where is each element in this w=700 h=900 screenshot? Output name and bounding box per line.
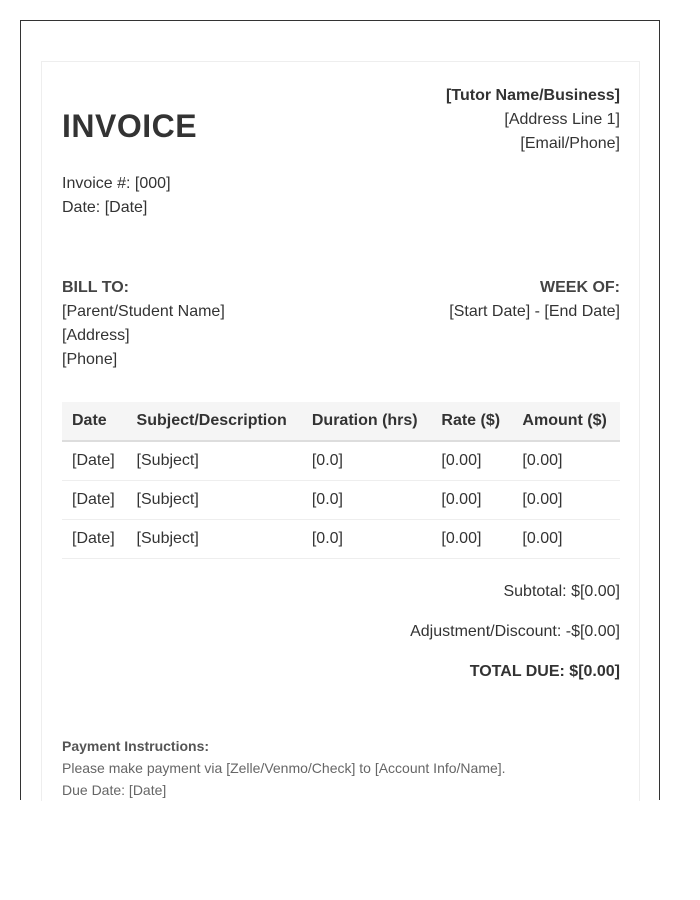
cell-subject: [Subject] bbox=[127, 441, 302, 481]
bill-to-label: BILL TO: bbox=[62, 279, 129, 296]
table-row bbox=[62, 481, 620, 520]
week-of-label: WEEK OF: bbox=[540, 279, 620, 296]
tutor-contact: [Email/Phone] bbox=[520, 135, 620, 152]
col-header-date: Date bbox=[62, 402, 127, 441]
line-items-table bbox=[62, 402, 620, 559]
bill-to-address: [Address] bbox=[62, 327, 130, 344]
cell-date: [Date] bbox=[62, 481, 127, 520]
cell-amount: [0.00] bbox=[512, 520, 620, 559]
totals-block bbox=[410, 580, 620, 700]
tutor-address: [Address Line 1] bbox=[504, 111, 620, 128]
cell-subject: [Subject] bbox=[127, 481, 302, 520]
cell-duration: [0.0] bbox=[302, 441, 432, 481]
invoice-number: Invoice #: [000] bbox=[62, 175, 171, 192]
invoice-title: INVOICE bbox=[62, 108, 198, 144]
col-header-duration: Duration (hrs) bbox=[302, 402, 432, 441]
tutor-name: [Tutor Name/Business] bbox=[446, 87, 620, 104]
bill-to-name: [Parent/Student Name] bbox=[62, 303, 225, 320]
payment-title: Payment Instructions: bbox=[62, 738, 210, 754]
subtotal: Subtotal: $[0.00] bbox=[503, 583, 620, 600]
cell-rate: [0.00] bbox=[431, 481, 512, 520]
cell-amount: [0.00] bbox=[512, 481, 620, 520]
cell-rate: [0.00] bbox=[431, 520, 512, 559]
col-header-rate: Rate ($) bbox=[431, 402, 512, 441]
invoice-meta bbox=[62, 172, 171, 220]
cell-amount: [0.00] bbox=[512, 441, 620, 481]
col-header-amount: Amount ($) bbox=[512, 402, 620, 441]
cell-date: [Date] bbox=[62, 520, 127, 559]
payment-due-date: Due Date: [Date] bbox=[62, 782, 167, 798]
invoice-date: Date: [Date] bbox=[62, 199, 148, 216]
table-row bbox=[62, 441, 620, 481]
adjustment-discount: Adjustment/Discount: -$[0.00] bbox=[410, 623, 620, 640]
tutor-info bbox=[446, 84, 620, 156]
table-header-row bbox=[62, 402, 620, 441]
total-due: TOTAL DUE: $[0.00] bbox=[469, 663, 620, 680]
bill-to-phone: [Phone] bbox=[62, 351, 118, 368]
cell-date: [Date] bbox=[62, 441, 127, 481]
payment-instructions bbox=[62, 735, 506, 801]
week-of-range: [Start Date] - [End Date] bbox=[449, 303, 620, 320]
cell-duration: [0.0] bbox=[302, 520, 432, 559]
cell-subject: [Subject] bbox=[127, 520, 302, 559]
week-of-block bbox=[449, 276, 620, 324]
col-header-subject: Subject/Description bbox=[127, 402, 302, 441]
bill-to-block bbox=[62, 276, 225, 372]
payment-text: Please make payment via [Zelle/Venmo/Check] to [Account Info/Name]. bbox=[62, 760, 506, 776]
cell-rate: [0.00] bbox=[431, 441, 512, 481]
cell-duration: [0.0] bbox=[302, 481, 432, 520]
table-row bbox=[62, 520, 620, 559]
